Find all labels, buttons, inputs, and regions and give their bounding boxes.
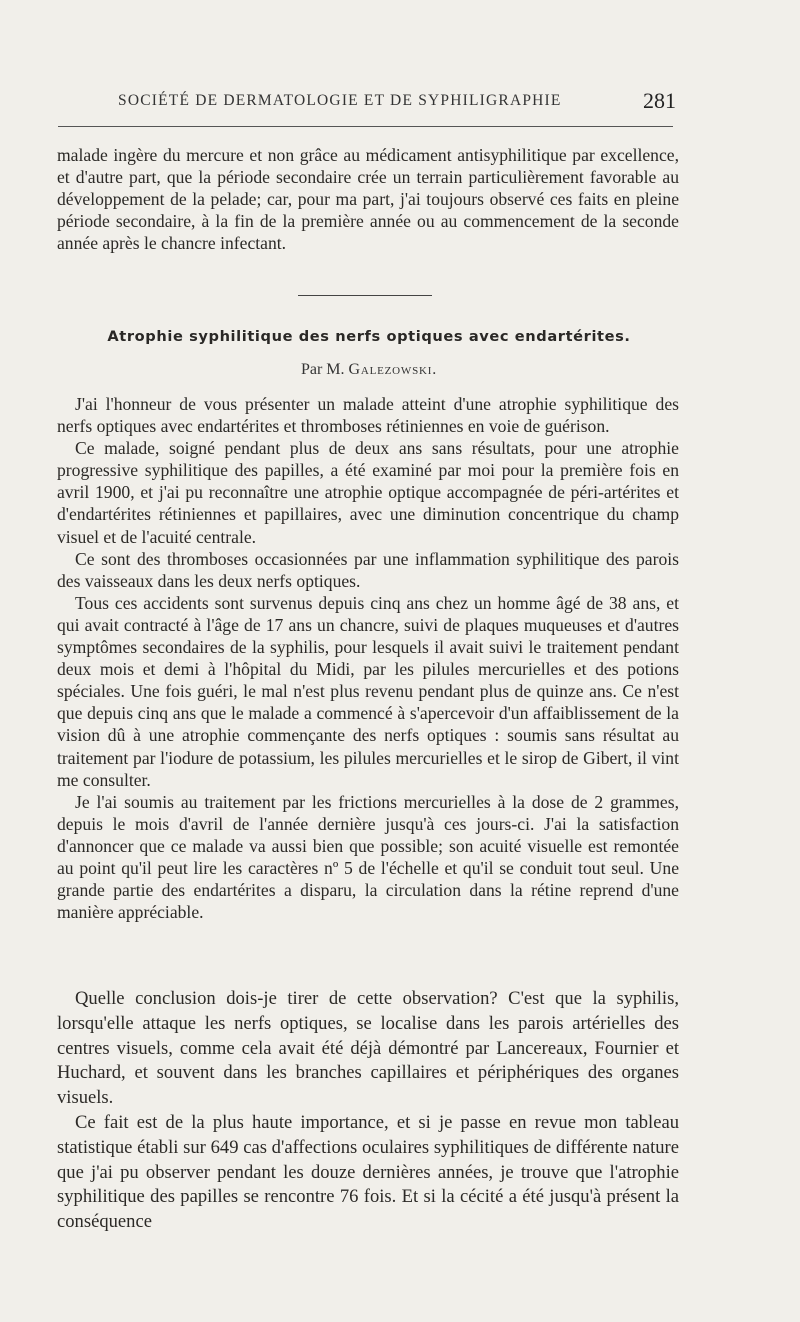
author-name: Galezowski. xyxy=(348,361,438,378)
paragraph: Quelle conclusion dois-je tirer de cette observation? C'est que la syphilis, lorsqu'elle attaque les nerfs optiques, se localise dans les parois artérielles des centres visuels, comme cela avait été déjà démontré par Lancereaux, Fournier et Huchard, et souvent dans les branches capillaires et périphériques des organes visuels. xyxy=(57,988,679,1109)
article-body-continued xyxy=(57,987,679,1235)
paragraph: Ce fait est de la plus haute importance, et si je passe en revue mon tableau statistique établi sur 649 cas d'affections oculaires syphilitiques de différente nature que j'ai pu observer pendant les douze dernières années, je trouve que l'atrophie syphilitique des papilles se rencontre 76 fois. Et si la cécité a été jusqu'à présent la conséquence xyxy=(57,1111,679,1233)
paragraph: Ce sont des thromboses occasionnées par une inflammation syphilitique des parois des vaisseaux dans les deux nerfs optiques. xyxy=(57,548,679,591)
article-byline xyxy=(60,361,678,379)
intro-paragraph: malade ingère du mercure et non grâce au médicament antisyphilitique par excellence, et d'autre part, que la période secondaire crée un terrain particulièrement favorable au développement de la pelade; car, pour ma part, j'ai toujours observé ces faits en pleine période secondaire, à la fin de la première année ou au commencement de la seconde année après le chancre infectant. xyxy=(57,145,679,254)
article-body xyxy=(57,393,679,923)
byline-prefix: Par M. xyxy=(300,361,345,378)
page-number: 281 xyxy=(643,88,676,113)
running-title: SOCIÉTÉ DE DERMATOLOGIE ET DE SYPHILIGRAPHIE xyxy=(118,92,562,109)
article-title: Atrophie syphilitique des nerfs optiques avec endartérites. xyxy=(107,328,631,345)
intro-text-block xyxy=(57,144,679,254)
header-rule xyxy=(58,126,673,127)
paragraph: Je l'ai soumis au traitement par les frictions mercurielles à la dose de 2 grammes, depuis le mois d'avril de l'année dernière jusqu'à ces jours-ci. J'ai la satisfaction d'annoncer que ce malade va aussi bien que possible; son acuité visuelle est remontée au point qu'il peut lire les caractères nº 5 de l'échelle et qu'il se conduit tout seul. Une grande partie des endartérites a disparu, la circulation dans la rétine reprend d'une manière appréciable. xyxy=(57,791,679,923)
paragraph: Ce malade, soigné pendant plus de deux ans sans résultats, pour une atrophie progressive syphilitique des papilles, a été examiné par moi pour la première fois en avril 1900, et j'ai pu reconnaître une atrophie optique accompagnée de péri-artérites et d'endartérites rétiniennes et papillaires, avec une diminution concentrique du champ visuel et de l'acuité centrale. xyxy=(57,438,679,547)
paragraph: J'ai l'honneur de vous présenter un malade atteint d'une atrophie syphilitique des nerfs optiques avec endartérites et thromboses rétiniennes en voie de guérison. xyxy=(57,394,679,437)
section-divider xyxy=(298,295,432,296)
paragraph: Tous ces accidents sont survenus depuis cinq ans chez un homme âgé de 38 ans, et qui avait contracté à l'âge de 17 ans un chancre, suivi de plaques muqueuses et d'autres symptômes secondaires de la syphilis, pour lesquels il avait suivi le traitement pendant deux mois et demi à l'hôpital du Midi, par les pilules mercurielles et des potions spéciales. Une fois guéri, le mal n'est plus revenu pendant plus de quinze ans. Ce n'est que depuis cinq ans que le malade a commencé à s'apercevoir d'un affaiblissement de la vision dû à une atrophie commençante des nerfs optiques : soumis sans résultat au traitement par l'iodure de potassium, les pilules mercurielles et le sirop de Gibert, il vint me consulter. xyxy=(57,592,679,790)
running-header xyxy=(60,88,680,118)
